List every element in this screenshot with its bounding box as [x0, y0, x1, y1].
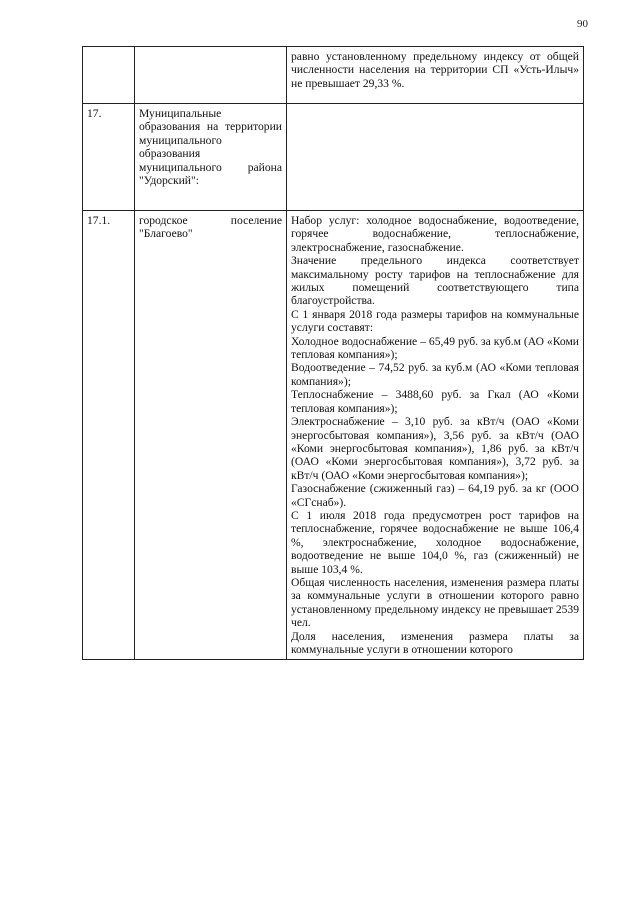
municipality-name-cell	[135, 47, 287, 104]
table-row	[83, 47, 584, 104]
description-cell	[287, 47, 584, 104]
description-paragraph: Электроснабжение – 3,10 руб. за кВт/ч (ОАО «Коми энергосбытовая компания»), 3,56 руб. за кВт/ч (ОАО «Коми энергосбытовая компания»), 1,86 руб. за кВт/ч (ОАО «Коми энергосбытовая компания»), 3,72 руб. за кВт/ч (ОАО «Коми энергосбытовая компания»);	[291, 415, 579, 482]
row-number-cell: 17.	[83, 104, 135, 211]
tariff-table	[82, 46, 584, 660]
description-paragraph: Водоотведение – 74,52 руб. за куб.м (АО «Коми тепловая компания»);	[291, 361, 579, 388]
description-paragraph: Теплоснабжение – 3488,60 руб. за Гкал (АО «Коми тепловая компания»);	[291, 388, 579, 415]
row-number-cell	[83, 47, 135, 104]
municipality-name-cell: Муниципальные образования на территории муниципального образования муниципального района "Удорский":	[135, 104, 287, 211]
table-row	[83, 104, 584, 211]
description-paragraph: Общая численность населения, изменения размера платы за коммунальные услуги в отношении которого равно установленному предельному индексу не превышает 2539 чел.	[291, 575, 580, 630]
description-cell	[287, 211, 584, 660]
description-cell	[287, 104, 584, 211]
description-paragraph: Холодное водоснабжение – 65,49 руб. за куб.м (АО «Коми тепловая компания»);	[291, 334, 579, 362]
row-number-cell: 17.1.	[83, 211, 135, 660]
table-row	[83, 211, 584, 660]
description-paragraph: С 1 января 2018 года размеры тарифов на коммунальные услуги составят:	[291, 307, 579, 335]
page-number: 90	[577, 18, 588, 30]
description-paragraph: Значение предельного индекса соответствует максимальному росту тарифов на теплоснабжение для жилых помещений соответствующего типа благоустройства.	[291, 254, 579, 308]
municipality-name-cell: городское поселение "Благоево"	[135, 211, 287, 660]
description-paragraph: равно установленному предельному индексу от общей численности населения на территории СП «Усть-Илыч» не превышает 29,33 %.	[291, 50, 579, 90]
description-paragraph: Доля населения, изменения размера платы за коммунальные услуги в отношении которого	[291, 629, 579, 656]
description-paragraph: Набор услуг: холодное водоснабжение, водоотведение, горячее водоснабжение, теплоснабжение, электроснабжение, газоснабжение.	[291, 214, 579, 254]
description-paragraph: С 1 июля 2018 года предусмотрен рост тарифов на теплоснабжение, горячее водоснабжение не выше 106,4 %, электроснабжение, холодное водоснабжение, водоотведение не выше 104,0 %, газ (сжиженный) не выше 103,4 %.	[291, 508, 579, 576]
description-paragraph: Газоснабжение (сжиженный газ) – 64,19 руб. за кг (ООО «СГснаб»).	[291, 482, 579, 509]
